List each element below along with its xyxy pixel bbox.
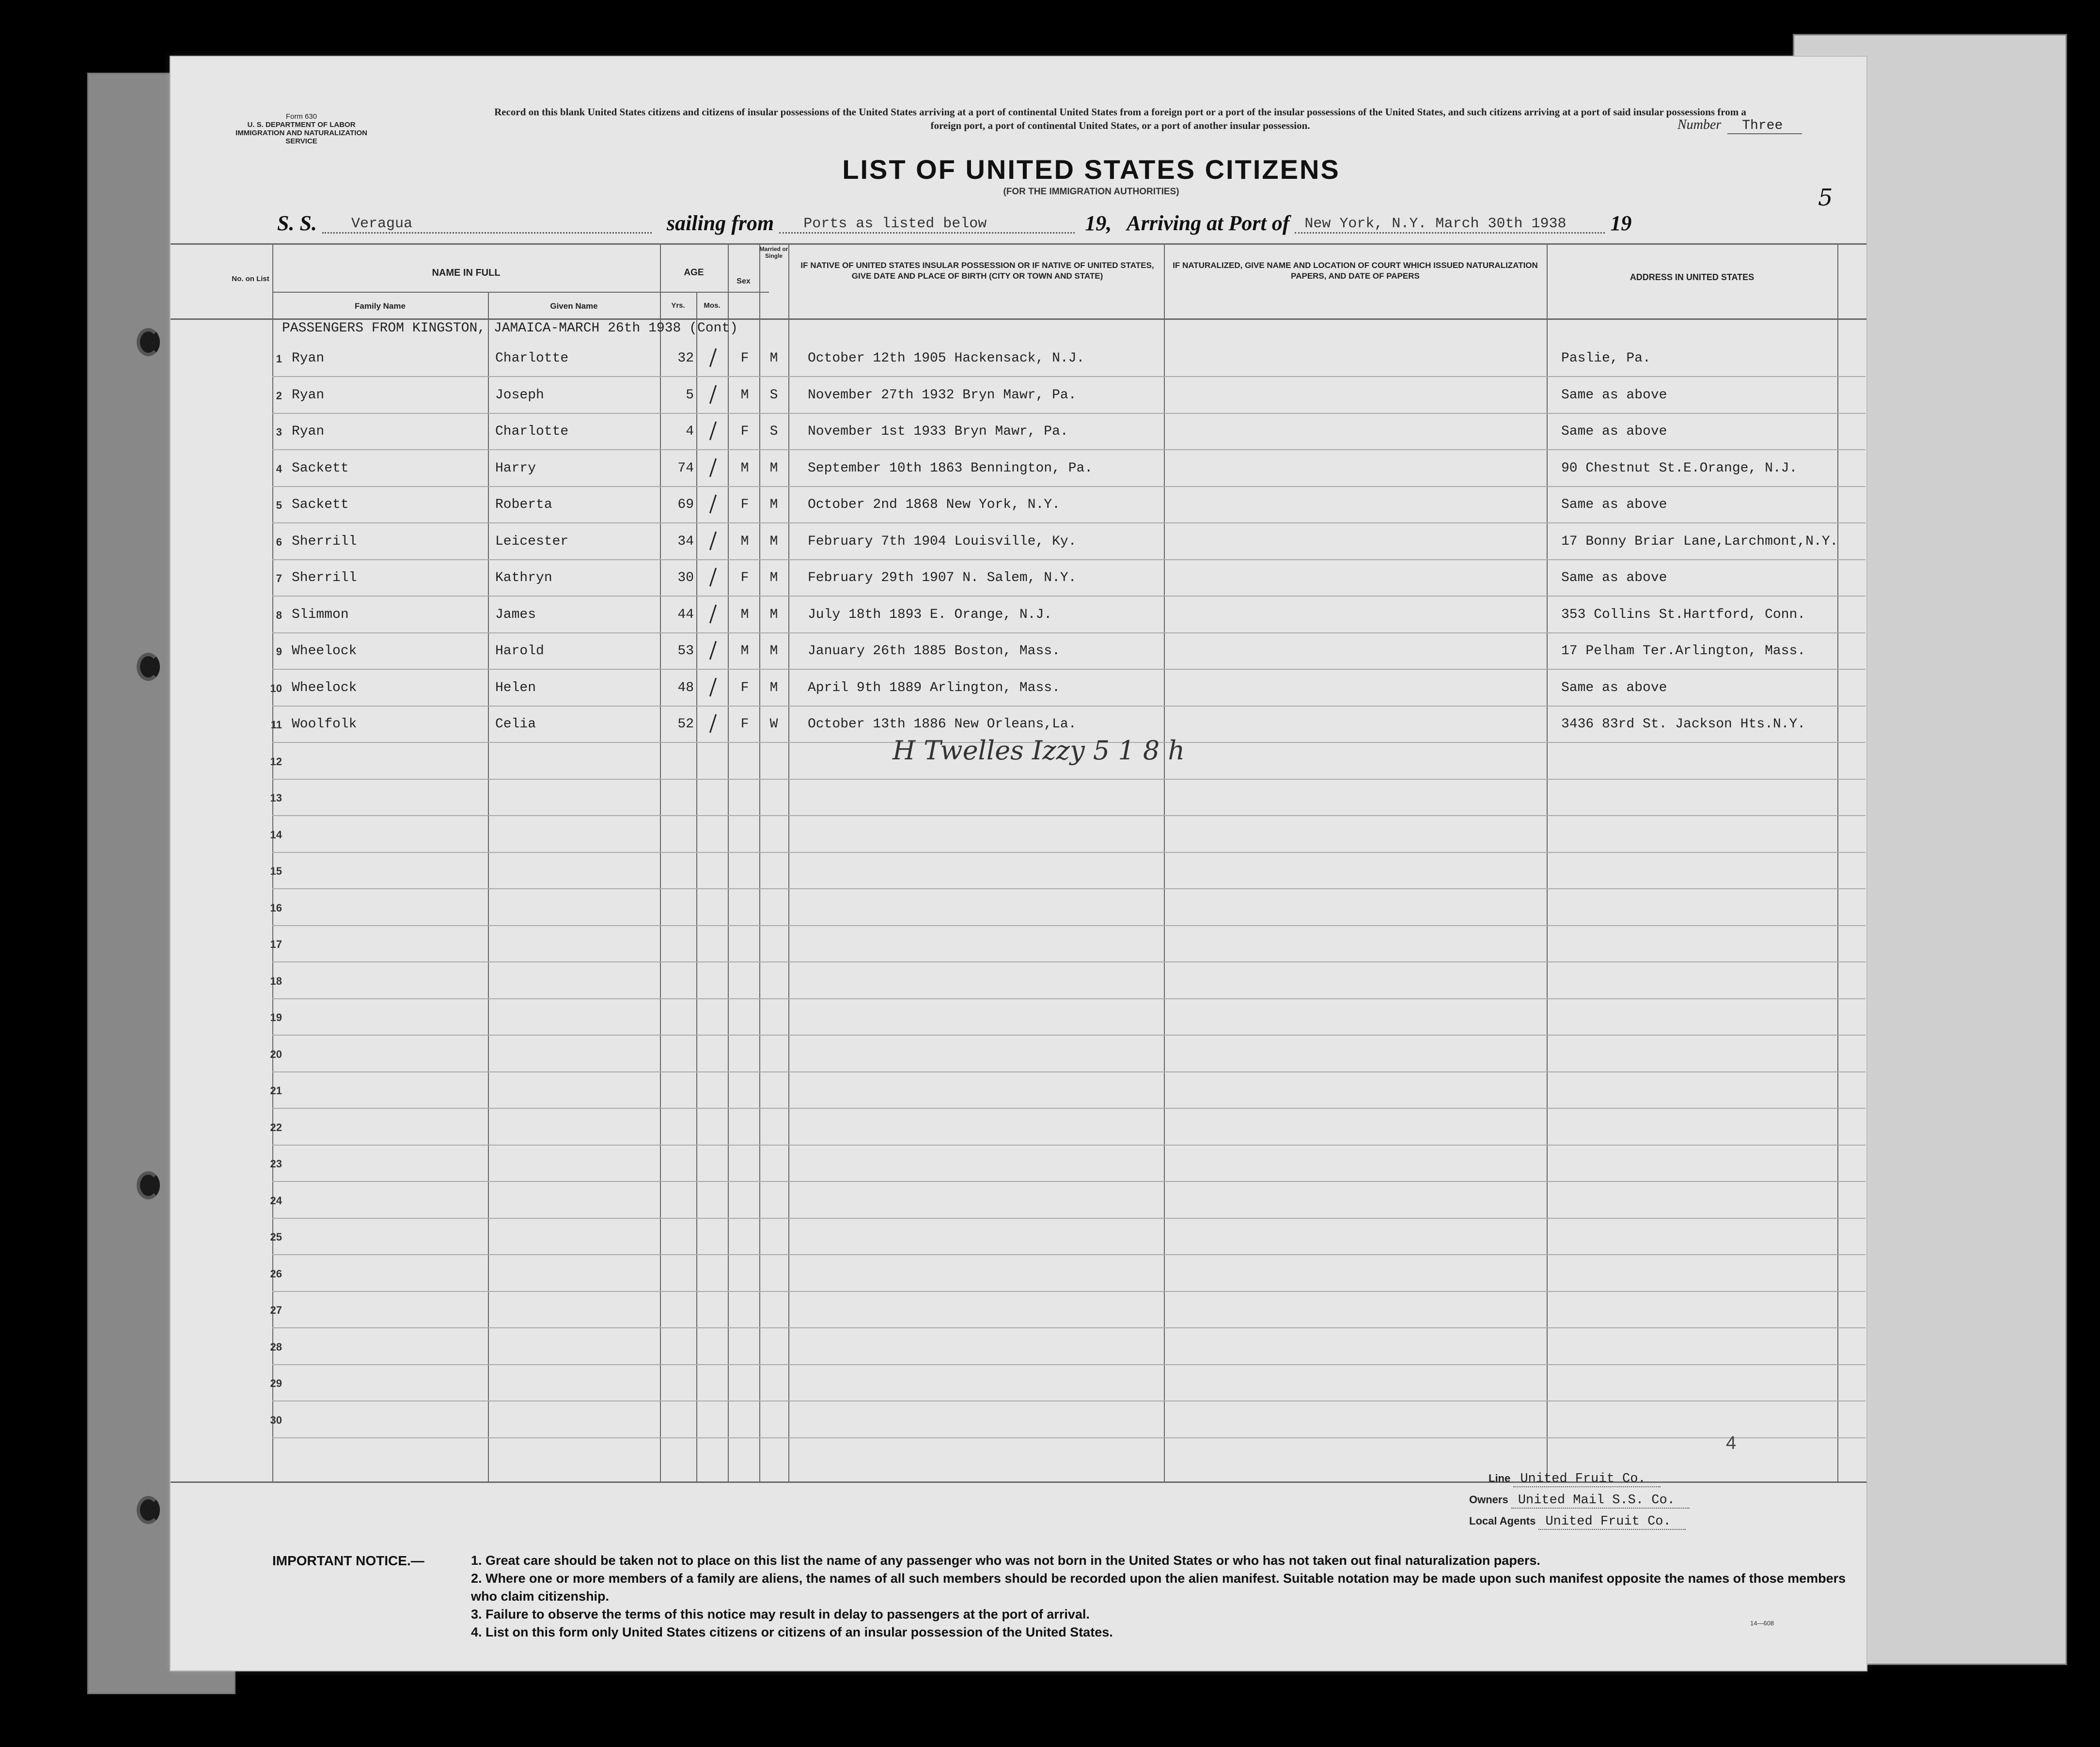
table-row <box>171 1145 1866 1182</box>
age-years: 74 <box>677 460 694 476</box>
marital-status: M <box>769 460 778 476</box>
header-name-in-full: NAME IN FULL <box>432 268 501 278</box>
table-row <box>171 1365 1866 1401</box>
subheader-rule <box>272 292 769 293</box>
notice-item: 3. Failure to observe the terms of this notice may result in delay to passengers at the port of arrival. <box>471 1607 1090 1621</box>
us-address: 90 Chestnut St.E.Orange, N.J. <box>1561 460 1798 476</box>
check-mark <box>709 385 717 404</box>
family-name: Wheelock <box>292 680 357 695</box>
birth-date-place: November 27th 1932 Bryn Mawr, Pa. <box>808 387 1077 403</box>
sex: M <box>740 387 749 403</box>
number-label: Number <box>1677 117 1722 132</box>
header-family-name: Family Name <box>355 301 406 311</box>
check-mark <box>709 458 717 477</box>
arriving-label: Arriving at Port of <box>1127 211 1290 235</box>
binder-hole <box>137 1496 160 1524</box>
line-label: Line <box>1489 1472 1511 1484</box>
given-name: Charlotte <box>495 351 569 366</box>
us-address: 17 Bonny Briar Lane,Larchmont,N.Y. <box>1561 534 1838 549</box>
notice-item: 4. List on this form only United States citizens or citizens of an insular possession of the United States. <box>471 1625 1113 1639</box>
table-row <box>171 779 1866 816</box>
year-prefix: 19 <box>1085 211 1107 235</box>
header-married-single: Married or Single <box>759 246 788 259</box>
sex: F <box>740 570 749 585</box>
sex: M <box>740 607 749 622</box>
binder-hole <box>137 653 160 681</box>
row-number: 16 <box>270 901 282 914</box>
row-number: 28 <box>270 1340 282 1353</box>
row-number: 6 <box>276 535 282 548</box>
sex: M <box>740 460 749 476</box>
given-name: Joseph <box>495 387 544 403</box>
header-age: AGE <box>684 268 704 278</box>
age-years: 48 <box>677 680 694 695</box>
ship-name: Veragua <box>322 216 652 234</box>
us-address: Same as above <box>1561 424 1667 439</box>
table-row <box>171 962 1866 999</box>
header-yrs: Yrs. <box>671 301 685 310</box>
local-agents-value: United Fruit Co. <box>1538 1514 1685 1530</box>
given-name: Helen <box>495 680 536 695</box>
owners-label: Owners <box>1469 1494 1508 1506</box>
table-row <box>171 1218 1866 1255</box>
us-address: Same as above <box>1561 570 1667 585</box>
birth-date-place: October 2nd 1868 New York, N.Y. <box>808 497 1060 512</box>
binder-hole <box>137 1171 160 1199</box>
table-row <box>171 1182 1866 1219</box>
table-row <box>171 1291 1866 1328</box>
year-label: 19 <box>1610 211 1632 235</box>
row-number: 14 <box>270 828 282 841</box>
age-years: 5 <box>686 387 694 403</box>
sex: F <box>740 424 749 439</box>
family-name: Sackett <box>292 497 349 512</box>
sex: F <box>740 351 749 366</box>
table-row <box>171 999 1866 1036</box>
row-number: 12 <box>270 755 282 768</box>
row-rule <box>272 1437 1865 1438</box>
table-row <box>171 1072 1866 1109</box>
row-number: 22 <box>270 1121 282 1133</box>
table-row <box>171 670 1866 707</box>
list-number <box>1677 117 1802 133</box>
check-mark <box>709 568 717 587</box>
sailing-label: sailing from <box>666 211 774 235</box>
sex: F <box>740 497 749 512</box>
age-years: 69 <box>677 497 694 512</box>
marital-status: M <box>769 534 778 549</box>
birth-date-place: February 29th 1907 N. Salem, N.Y. <box>808 570 1077 585</box>
header-mos: Mos. <box>704 301 721 310</box>
table-row <box>171 816 1866 853</box>
header-bottom-rule <box>171 318 1866 320</box>
marital-status: M <box>769 680 778 695</box>
us-address: Same as above <box>1561 680 1667 695</box>
marital-status: M <box>769 351 778 366</box>
birth-date-place: November 1st 1933 Bryn Mawr, Pa. <box>808 424 1068 439</box>
header-naturalized: IF NATURALIZED, GIVE NAME AND LOCATION OF COURT WHICH ISSUED NATURALIZATION PAPERS, AND DATE OF PAPERS <box>1173 261 1538 281</box>
table-row <box>171 852 1866 889</box>
footer-code: 14—608 <box>1750 1620 1774 1627</box>
table-row <box>171 889 1866 926</box>
age-years: 34 <box>677 534 694 549</box>
family-name: Sherrill <box>292 570 357 585</box>
row-number: 26 <box>270 1267 282 1280</box>
row-number: 30 <box>270 1414 282 1426</box>
notice-item: 1. Great care should be taken not to place on this list the name of any passenger who was not born in the United States or who has not taken out final naturalization papers. <box>471 1553 1540 1568</box>
page-subtitle: (FOR THE IMMIGRATION AUTHORITIES) <box>1003 187 1179 197</box>
row-number: 20 <box>270 1048 282 1060</box>
table-row <box>171 633 1866 670</box>
sailing-from: Ports as listed below <box>779 216 1075 234</box>
marital-status: W <box>769 717 778 732</box>
local-agents-label: Local Agents <box>1469 1515 1536 1527</box>
row-number: 29 <box>270 1377 282 1389</box>
family-name: Ryan <box>292 387 325 403</box>
manifest-sheet <box>170 56 1867 1671</box>
birth-date-place: October 13th 1886 New Orleans,La. <box>808 717 1077 732</box>
owners-row <box>1450 1493 1886 1514</box>
table-row <box>171 523 1866 560</box>
marital-status: M <box>769 570 778 585</box>
family-name: Sherrill <box>292 534 357 549</box>
notice-item: 2. Where one or more members of a family are aliens, the names of all such members should be recorded upon the alien manifest. Suitable notation may be made upon such manifest opposite the names of those members who claim citizenship. <box>471 1571 1846 1604</box>
page-title: LIST OF UNITED STATES CITIZENS <box>842 154 1340 185</box>
ss-label: S. S. <box>277 211 317 235</box>
given-name: Charlotte <box>495 424 569 439</box>
table-row <box>171 1328 1866 1365</box>
local-agents-row <box>1450 1514 1886 1536</box>
voyage-line: S. S. Veragua sailing from Ports as listed below 19, Arriving at Port of New York, N.Y. March 30th 1938 19 5 <box>277 184 1833 235</box>
check-mark <box>709 641 717 660</box>
us-address: Same as above <box>1561 387 1667 403</box>
row-number: 17 <box>270 938 282 950</box>
check-mark <box>709 604 717 623</box>
row-number: 2 <box>276 389 282 402</box>
row-number: 1 <box>276 353 282 365</box>
marital-status: M <box>769 497 778 512</box>
form-instructions: Record on this blank United States citizens and citizens of insular possessions of the United States arriving at a port of continental United States from a foreign port or a port of the insular possessions of the United States, and such citizens arriving at a port of said insular possessions from a foreign port, a port of continental United States, or a port of another insular possession. <box>494 106 1746 131</box>
given-name: Leicester <box>495 534 569 549</box>
check-mark <box>709 714 717 733</box>
given-name: Harold <box>495 644 544 659</box>
row-number: 21 <box>270 1085 282 1097</box>
section-label: PASSENGERS FROM KINGSTON, JAMAICA-MARCH 26th 1938 (Cont) <box>282 321 738 336</box>
birth-date-place: October 12th 1905 Hackensack, N.J. <box>808 351 1085 366</box>
row-number: 25 <box>270 1231 282 1243</box>
important-notice <box>272 1552 1871 1641</box>
owners-value: United Mail S.S. Co. <box>1511 1493 1690 1509</box>
sex: M <box>740 644 749 659</box>
agent-block <box>1450 1472 1886 1536</box>
check-mark <box>709 531 717 550</box>
row-number: 3 <box>276 426 282 438</box>
age-years: 44 <box>677 607 694 622</box>
us-address: Same as above <box>1561 497 1667 512</box>
age-years: 53 <box>677 644 694 659</box>
handwritten-year: 5 <box>1818 184 1833 211</box>
table-row <box>171 560 1866 597</box>
sex: F <box>740 717 749 732</box>
row-number: 13 <box>270 792 282 804</box>
table-row <box>171 413 1866 450</box>
table-row <box>171 377 1866 414</box>
table-row <box>171 487 1866 523</box>
family-name: Sackett <box>292 460 349 476</box>
birth-date-place: January 26th 1885 Boston, Mass. <box>808 644 1060 659</box>
table-row <box>171 1255 1866 1292</box>
birth-date-place: April 9th 1889 Arlington, Mass. <box>808 680 1060 695</box>
family-name: Slimmon <box>292 607 349 622</box>
sex: F <box>740 680 749 695</box>
check-mark <box>709 348 717 367</box>
row-number: 23 <box>270 1158 282 1170</box>
notice-items <box>471 1552 1871 1641</box>
header-no-on-list: No. on List <box>232 275 269 283</box>
birth-date-place: February 7th 1904 Louisville, Ky. <box>808 534 1077 549</box>
row-number: 8 <box>276 609 282 621</box>
birth-date-place: September 10th 1863 Bennington, Pa. <box>808 460 1093 476</box>
row-number: 5 <box>276 499 282 511</box>
header-birth: IF NATIVE OF UNITED STATES INSULAR POSSESSION OR IF NATIVE OF UNITED STATES, GIVE DATE AND PLACE OF BIRTH (CITY OR TOWN AND STATE) <box>800 261 1154 281</box>
department: U. S. DEPARTMENT OF LABOR <box>247 121 356 129</box>
row-number: 15 <box>270 865 282 877</box>
family-name: Ryan <box>292 351 325 366</box>
marital-status: S <box>769 387 778 403</box>
us-address: 17 Pelham Ter.Arlington, Mass. <box>1561 644 1806 659</box>
form-identifier <box>219 112 384 145</box>
age-years: 32 <box>677 351 694 366</box>
service: IMMIGRATION AND NATURALIZATION SERVICE <box>235 129 367 145</box>
given-name: James <box>495 607 536 622</box>
header-address: ADDRESS IN UNITED STATES <box>1630 272 1755 282</box>
given-name: Harry <box>495 460 536 476</box>
table-row <box>171 1401 1866 1438</box>
header-given-name: Given Name <box>550 301 598 311</box>
binder-hole <box>137 328 160 356</box>
table-row <box>171 926 1866 962</box>
given-name: Kathryn <box>495 570 552 585</box>
age-years: 4 <box>686 424 694 439</box>
age-years: 30 <box>677 570 694 585</box>
table-row <box>171 597 1866 633</box>
number-value: Three <box>1727 118 1802 134</box>
row-number: 7 <box>276 572 282 584</box>
table-row <box>171 1036 1866 1072</box>
row-number: 27 <box>270 1304 282 1316</box>
us-address: 353 Collins St.Hartford, Conn. <box>1561 607 1806 622</box>
check-mark <box>709 422 717 441</box>
row-number: 19 <box>270 1011 282 1023</box>
family-name: Woolfolk <box>292 717 357 732</box>
row-number: 9 <box>276 645 282 658</box>
given-name: Celia <box>495 717 536 732</box>
notice-label: IMPORTANT NOTICE.— <box>272 1553 424 1568</box>
handwritten-note: H Twelles Izzy 5 1 8 h <box>893 735 1185 766</box>
sex: M <box>740 534 749 549</box>
row-number: 18 <box>270 975 282 987</box>
form-number: Form 630 <box>285 112 317 121</box>
year-suffix <box>1610 211 1631 235</box>
row-number: 24 <box>270 1194 282 1207</box>
page-number: 4 <box>1726 1433 1737 1453</box>
check-mark <box>709 677 717 696</box>
row-number: 10 <box>270 682 282 694</box>
us-address: 3436 83rd St. Jackson Hts.N.Y. <box>1561 717 1806 732</box>
family-name: Wheelock <box>292 644 357 659</box>
birth-date-place: July 18th 1893 E. Orange, N.J. <box>808 607 1052 622</box>
header-sex: Sex <box>737 277 751 285</box>
arrival-port-date: New York, N.Y. March 30th 1938 <box>1295 216 1605 234</box>
line-row <box>1450 1472 1886 1493</box>
table-top-rule <box>171 243 1866 245</box>
given-name: Roberta <box>495 497 552 512</box>
age-years: 52 <box>677 717 694 732</box>
table-row <box>171 1109 1866 1146</box>
table-row <box>171 340 1866 377</box>
us-address: Paslie, Pa. <box>1561 351 1651 366</box>
line-value: United Fruit Co. <box>1513 1472 1660 1487</box>
row-number: 11 <box>270 719 282 731</box>
table-row <box>171 450 1866 487</box>
row-number: 4 <box>276 462 282 475</box>
marital-status: M <box>769 607 778 622</box>
family-name: Ryan <box>292 424 325 439</box>
marital-status: M <box>769 644 778 659</box>
check-mark <box>709 495 717 514</box>
marital-status: S <box>769 424 778 439</box>
